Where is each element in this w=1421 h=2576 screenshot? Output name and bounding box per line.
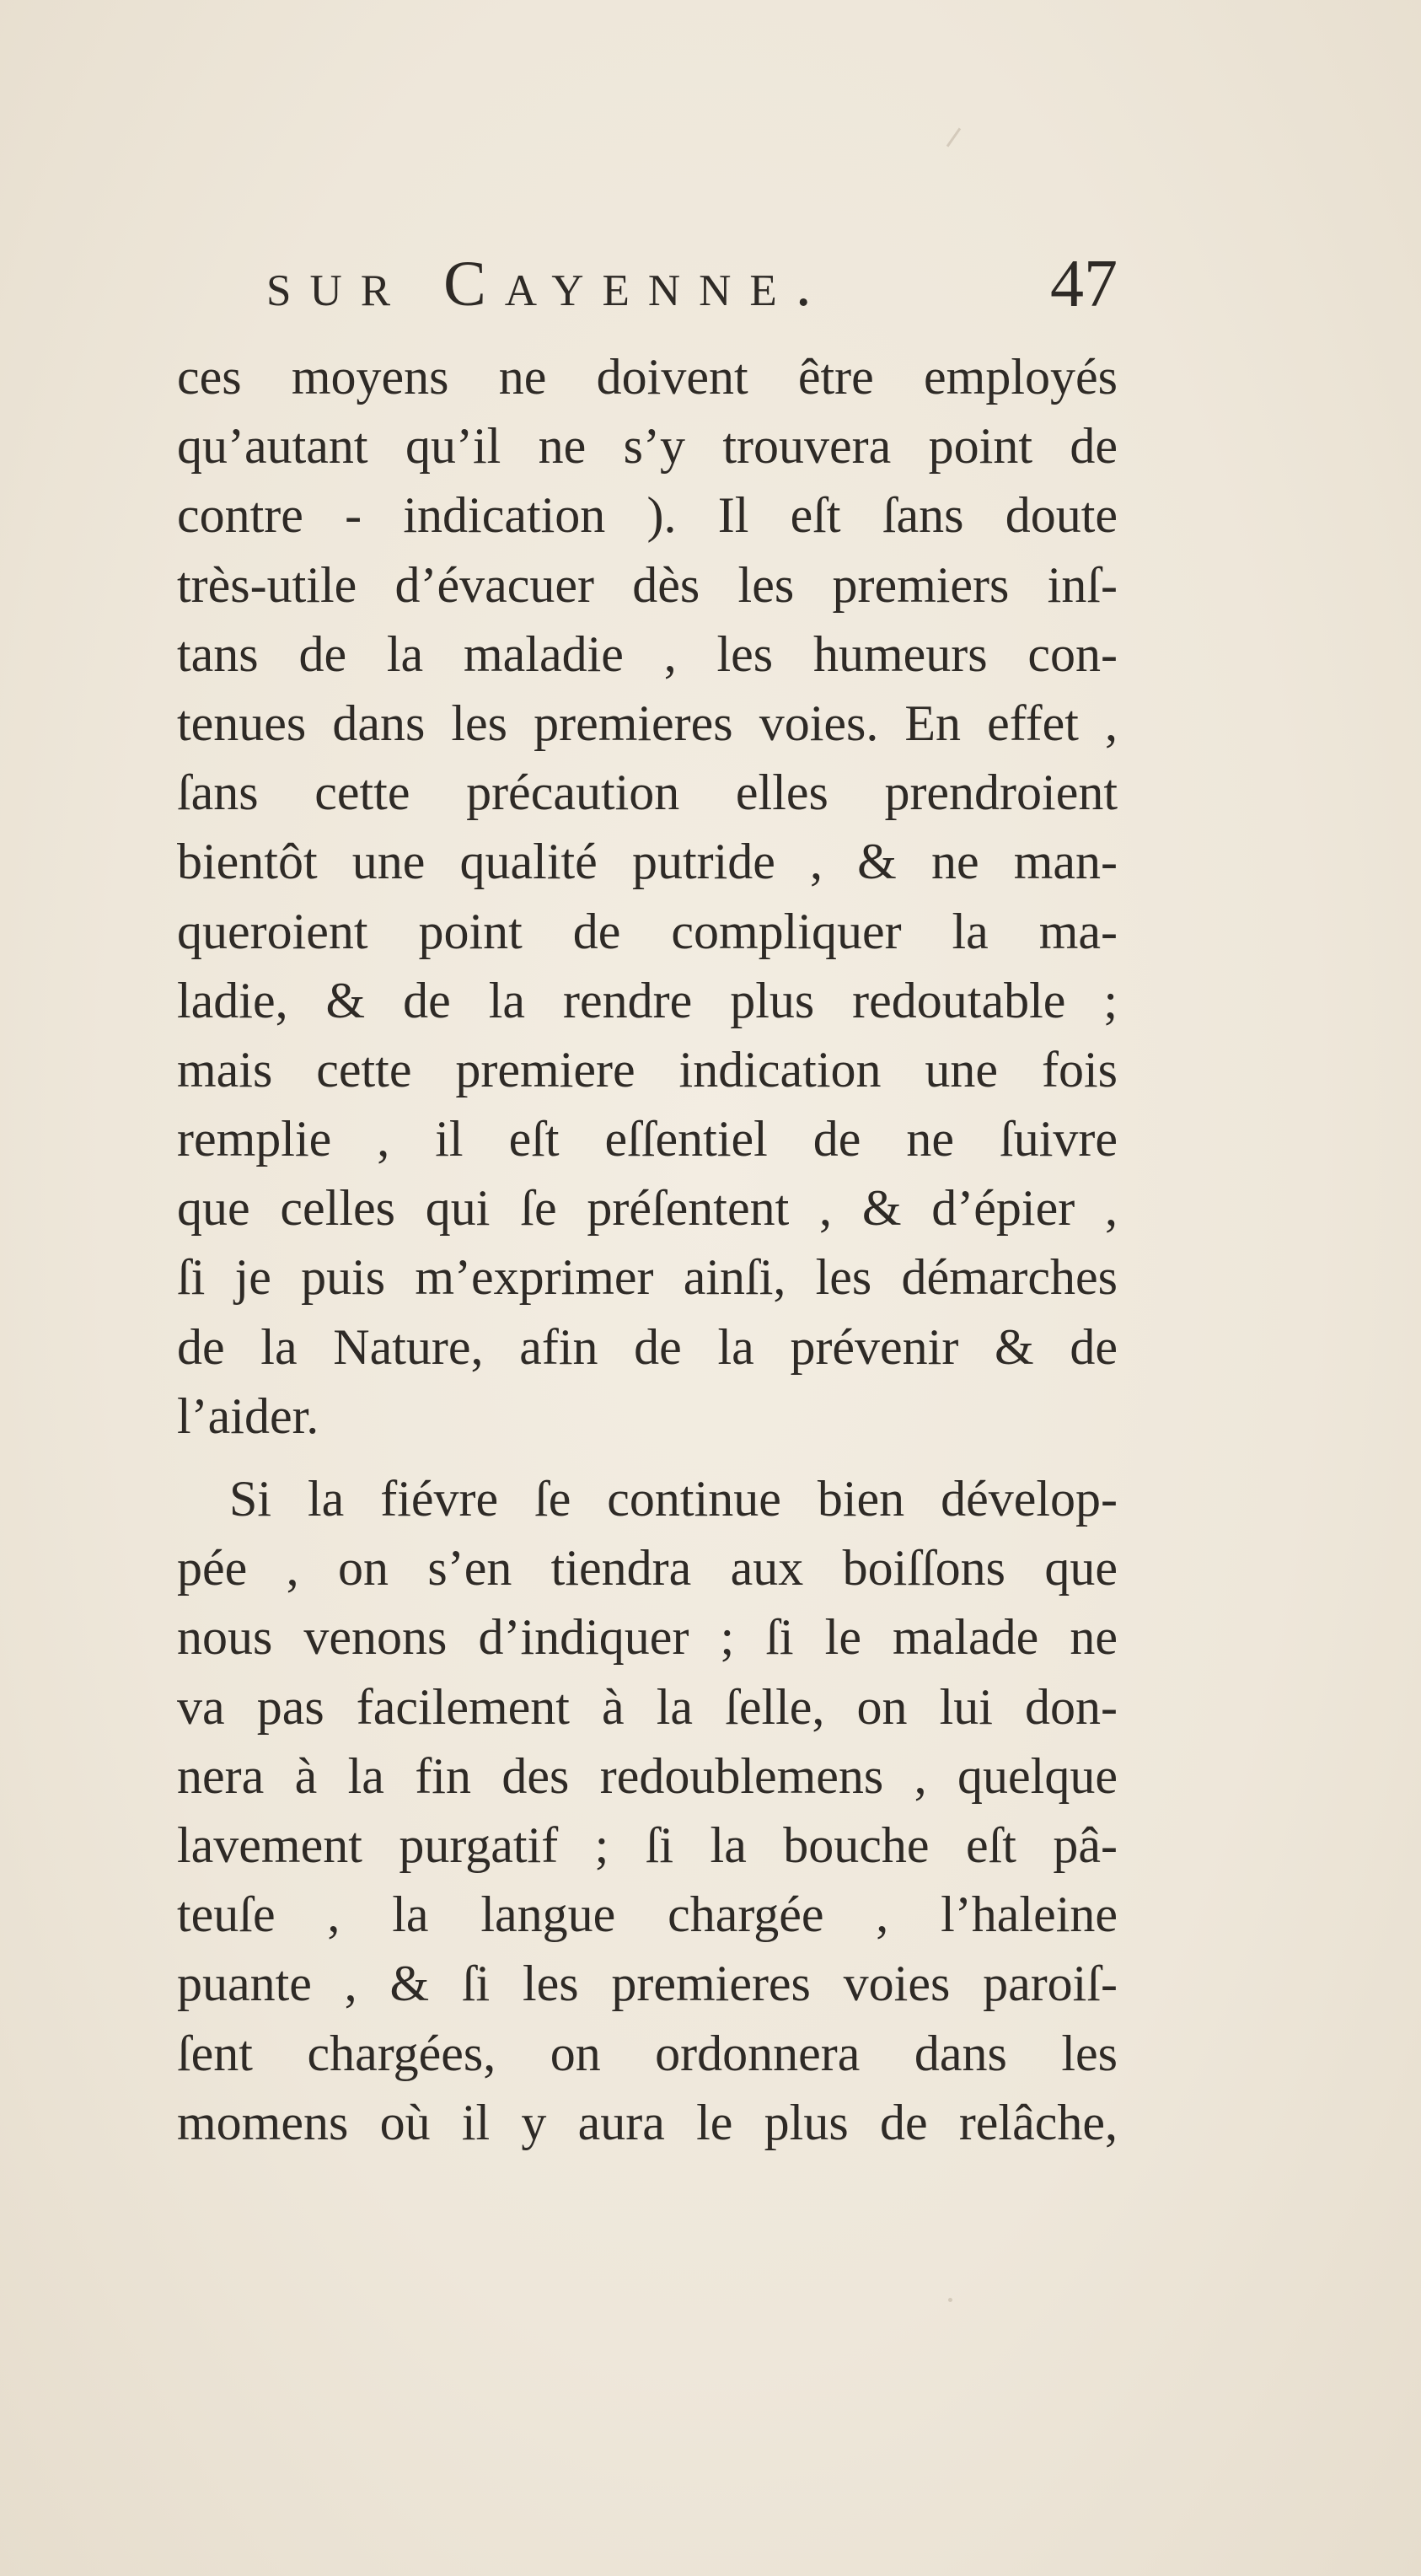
paragraph: [177, 1464, 1118, 2157]
text-line: queroient point de compliquer la ma-: [177, 903, 1118, 959]
text-line: teuſe , la langue chargée , l’haleine: [177, 1886, 1118, 1943]
text-line: va pas facilement à la ſelle, on lui don-: [177, 1678, 1118, 1735]
text-line: très-utile d’évacuer dès les premiers inſ-: [177, 556, 1118, 613]
text-line: momens où il y aura le plus de relâche,: [177, 2094, 1118, 2150]
paper-fleck: [946, 127, 961, 147]
text-line: ſans cette précaution elles prendroient: [177, 765, 1118, 821]
text-line: puante , & ſi les premieres voies paroiſ-: [177, 1956, 1118, 2012]
text-line: contre - indication ). Il eſt ſans doute: [177, 487, 1118, 544]
text-line: lavement purgatif ; ſi la bouche eſt pâ-: [177, 1817, 1118, 1873]
text-line: ces moyens ne doivent être employés: [177, 349, 1118, 405]
text-line: nous venons d’indiquer ; ſi le malade ne: [177, 1609, 1118, 1666]
text-line: Si la fiévre ſe continue bien dévelop-: [229, 1471, 1118, 1527]
text-line: remplie , il eſt eſſentiel de ne ſuivre: [177, 1111, 1118, 1167]
paragraph-gap: [177, 1451, 1118, 1464]
running-header: [266, 238, 1118, 330]
text-line: l’aider.: [177, 1387, 319, 1444]
page-number: 47: [1050, 247, 1118, 321]
text-line: mais cette premiere indication une fois: [177, 1041, 1118, 1097]
body-text: [177, 342, 1118, 2157]
text-line: tans de la maladie , les humeurs con-: [177, 625, 1118, 682]
text-line: que celles qui ſe préſentent , & d’épier ,: [177, 1180, 1118, 1237]
paragraph: [177, 342, 1118, 1451]
text-line: de la Nature, afin de la prévenir & de: [177, 1318, 1118, 1375]
paper-fleck: [948, 2298, 952, 2302]
text-line: ſi je puis m’exprimer ainſi, les démarches: [177, 1249, 1118, 1306]
text-line: qu’autant qu’il ne s’y trouvera point de: [177, 418, 1118, 475]
text-line: ladie, & de la rendre plus redoutable ;: [177, 972, 1118, 1028]
text-line: nera à la fin des redoublemens , quelque: [177, 1747, 1118, 1804]
text-line: tenues dans les premieres voies. En effet ,: [177, 695, 1118, 751]
running-title: sur Cayenne.: [266, 249, 830, 319]
text-line: bientôt une qualité putride , & ne man-: [177, 834, 1118, 890]
text-line: ſent chargées, on ordonnera dans les: [177, 2025, 1118, 2081]
text-line: pée , on s’en tiendra aux boiſſons que: [177, 1540, 1118, 1597]
